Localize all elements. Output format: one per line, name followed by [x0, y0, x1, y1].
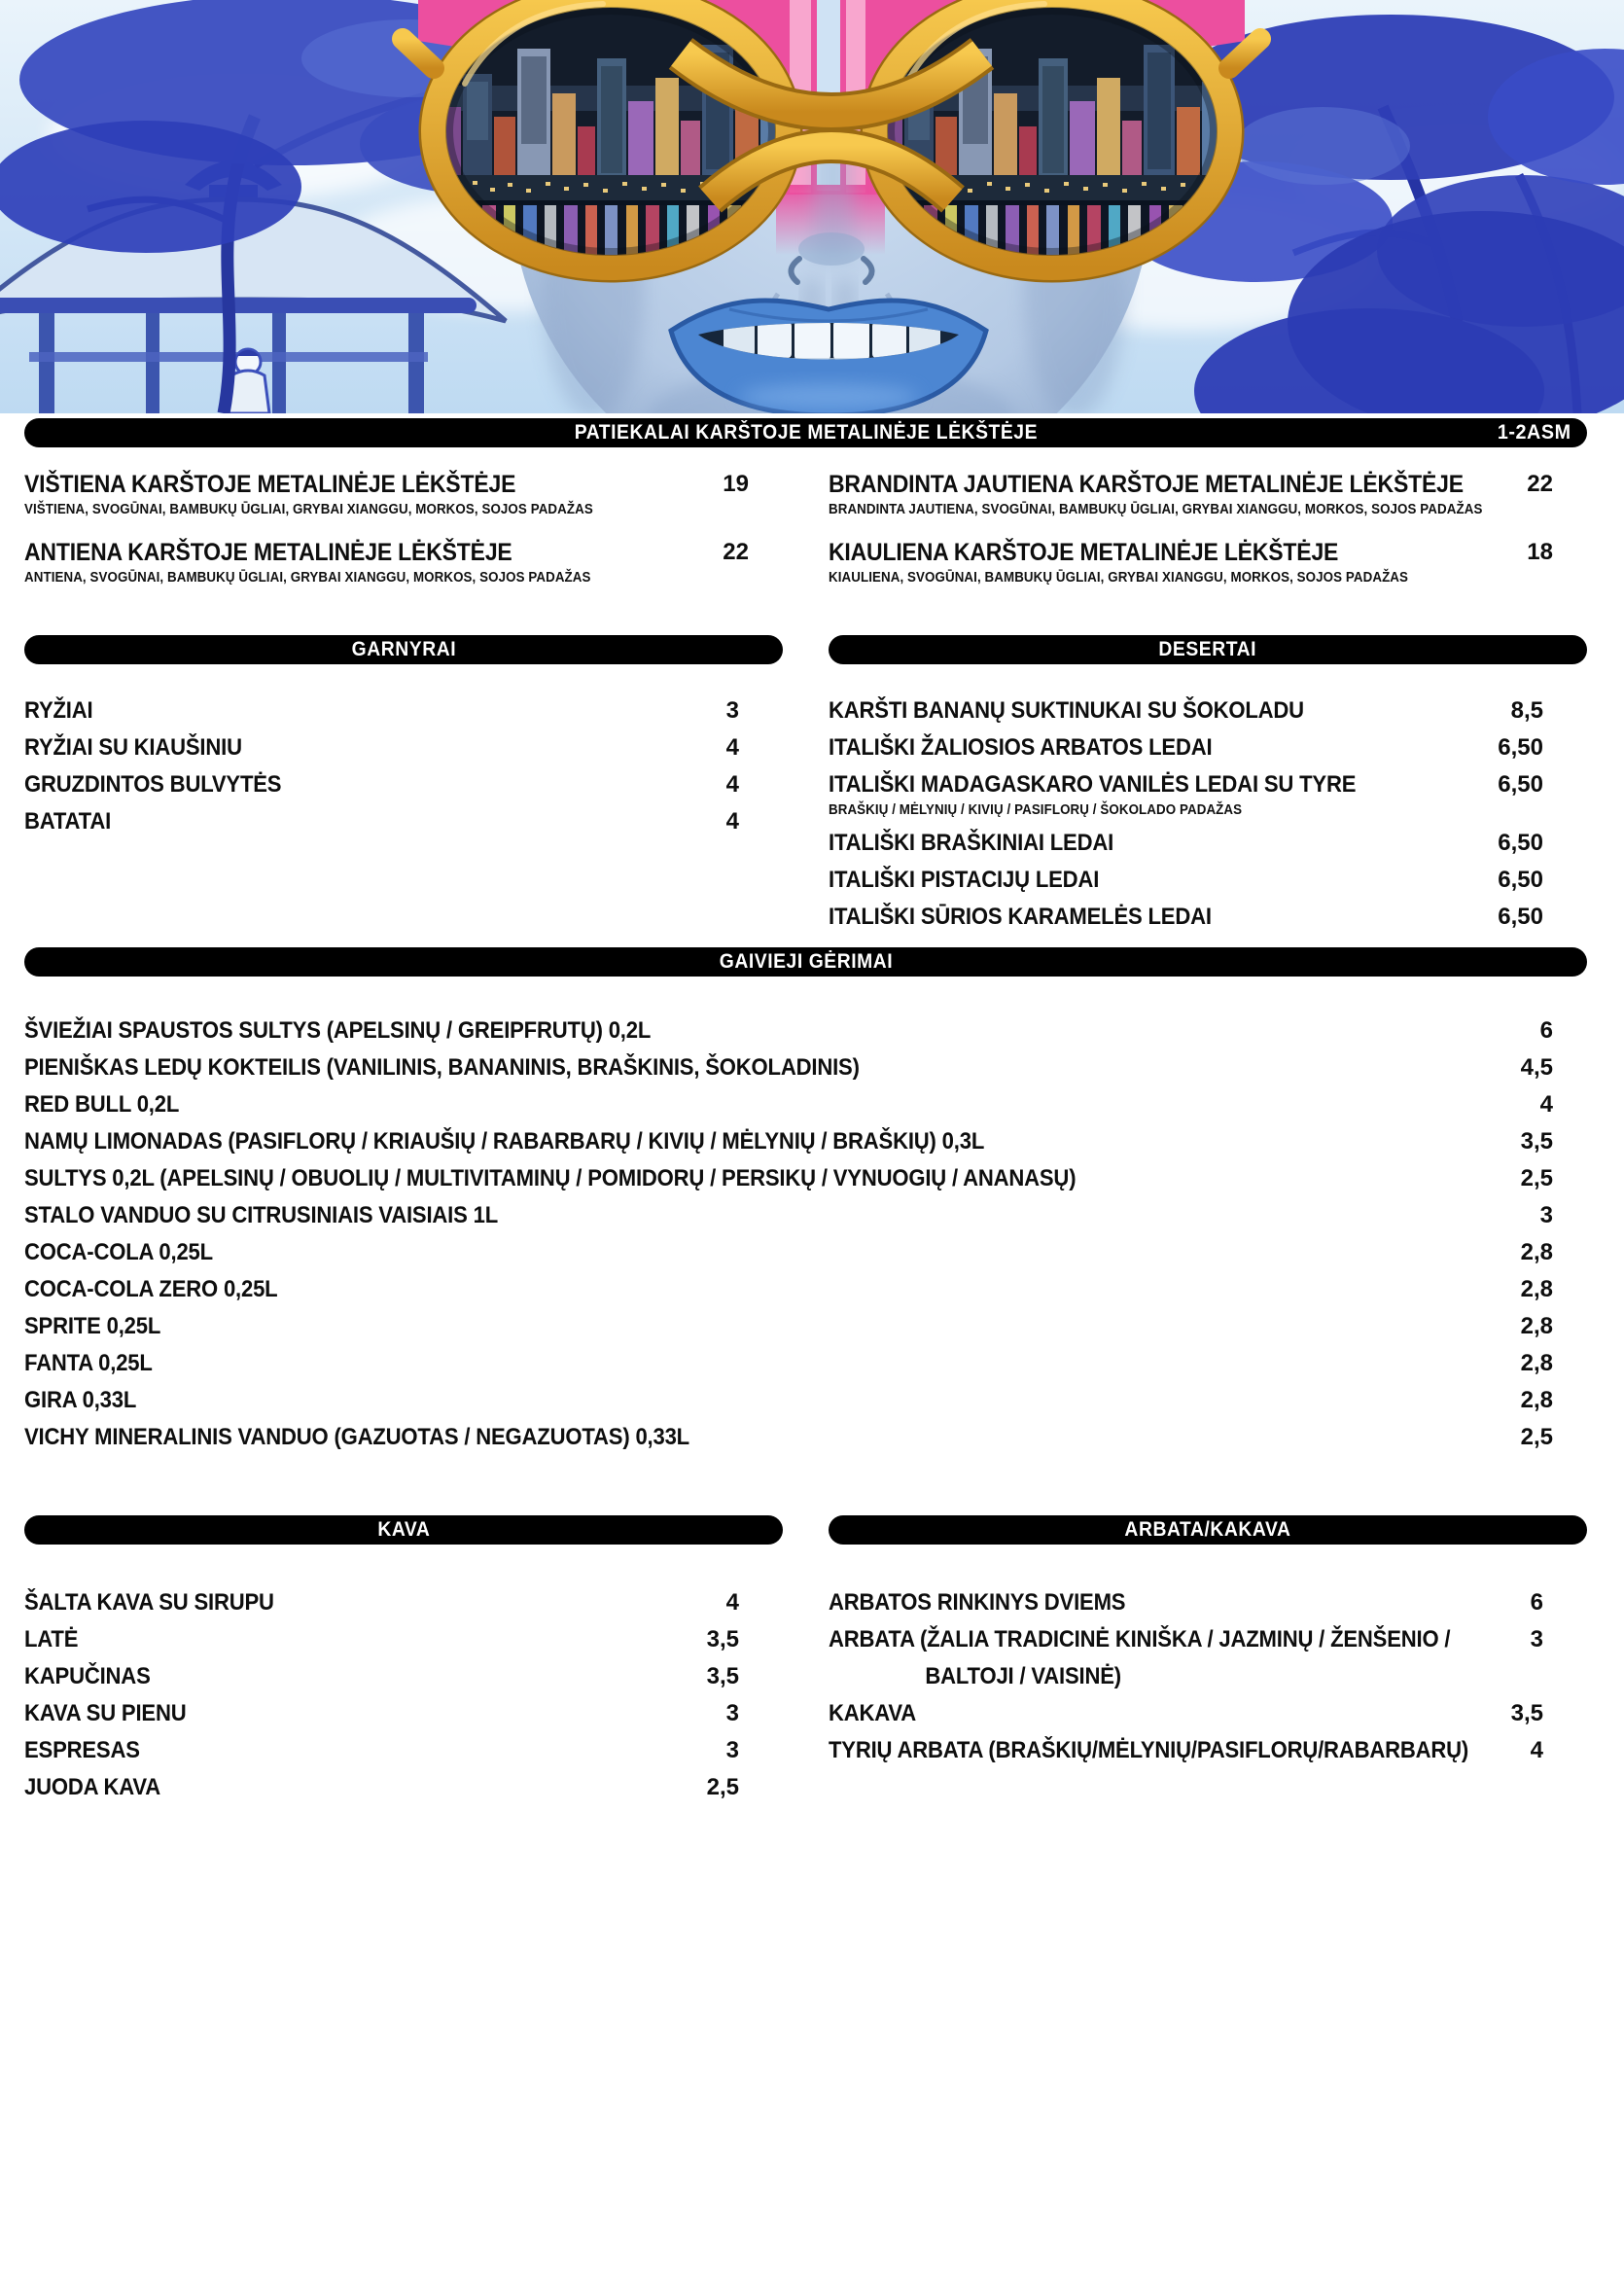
section-bar-hot-plates	[24, 418, 1587, 447]
menu-item-text	[829, 1702, 1491, 1725]
item-price: 2,8	[1520, 1313, 1553, 1339]
item-name: ITALIŠKI MADAGASKARO VANILĖS LEDAI SU TYRE	[829, 771, 1357, 798]
menu-item-text	[24, 1204, 1500, 1227]
item-description: ANTIENA, SVOGŪNAI, BAMBUKŲ ŪGLIAI, GRYBAI XIANGGU, MORKOS, SOJOS PADAŽAS	[24, 570, 591, 586]
item-price: 6	[1539, 1017, 1553, 1044]
item-price: 3	[725, 697, 739, 724]
item-name: BRANDINTA JAUTIENA KARŠTOJE METALINĖJE LĖKŠTĖJE	[829, 471, 1464, 498]
menu-item-text	[829, 1739, 1491, 1762]
menu-item-row	[24, 699, 783, 723]
section-garnyrai	[24, 635, 783, 847]
item-name: FANTA 0,25L	[24, 1350, 153, 1376]
item-description: KIAULIENA, SVOGŪNAI, BAMBUKŲ ŪGLIAI, GRYBAI XIANGGU, MORKOS, SOJOS PADAŽAS	[829, 570, 1409, 586]
menu-item-text	[24, 1628, 687, 1652]
item-name: PIENIŠKAS LEDŲ KOKTEILIS (VANILINIS, BANANINIS, BRAŠKINIS, ŠOKOLADINIS)	[24, 1054, 860, 1081]
menu-item-text	[24, 1056, 1500, 1080]
item-price: 22	[1527, 471, 1553, 497]
item-name: LATĖ	[24, 1626, 79, 1652]
item-name: RED BULL 0,2L	[24, 1091, 180, 1118]
serving-badge: 1-2ASM	[1498, 421, 1571, 444]
menu-item-text	[829, 736, 1491, 760]
menu-item-text	[24, 1776, 687, 1799]
item-price: 4	[725, 771, 739, 798]
section-garnyrai-desertai	[24, 635, 1587, 942]
menu-item-text	[829, 869, 1491, 892]
item-name-continued: BALTOJI / VAISINĖ)	[925, 1663, 1121, 1689]
kava-items	[24, 1591, 783, 1799]
section-title: GAIVIEJI GĖRIMAI	[719, 950, 893, 973]
menu-item-text	[24, 1019, 1500, 1043]
menu-item-text	[24, 473, 696, 517]
section-bar-gerimai	[24, 947, 1587, 977]
menu-item-text	[24, 1352, 1500, 1375]
menu-item-text	[24, 1389, 1500, 1412]
menu-item-row	[24, 473, 783, 517]
item-description: BRAŠKIŲ / MĖLYNIŲ / KIVIŲ / PASIFLORŲ / ŠOKOLADO PADAŽAS	[829, 802, 1243, 818]
menu-item-text	[24, 1426, 1500, 1449]
menu-item-row	[24, 773, 783, 797]
item-price: 4	[1530, 1737, 1543, 1763]
menu-item-text	[24, 541, 696, 586]
section-title: PATIEKALAI KARŠTOJE METALINĖJE LĖKŠTĖJE	[574, 421, 1038, 444]
menu-content	[0, 418, 1624, 1813]
section-bar-arbata	[829, 1515, 1587, 1545]
desertai-items	[829, 699, 1587, 929]
menu-item-text	[24, 1665, 687, 1688]
section-gerimai	[24, 947, 1587, 1449]
item-price: 6	[1530, 1589, 1543, 1616]
item-name: GIRA 0,33L	[24, 1387, 137, 1413]
menu-item-row	[24, 1776, 783, 1799]
menu-item-text	[24, 1278, 1500, 1301]
section-title: GARNYRAI	[351, 638, 456, 660]
item-price: 4	[1539, 1091, 1553, 1118]
section-hot-plates	[24, 418, 1587, 609]
item-price: 3,5	[1520, 1128, 1553, 1155]
menu-item-row	[829, 736, 1587, 760]
menu-item-text	[24, 1130, 1500, 1154]
item-name: KAKAVA	[829, 1700, 917, 1726]
item-name: TYRIŲ ARBATA (BRAŠKIŲ/MĖLYNIŲ/PASIFLORŲ/RABARBARŲ)	[829, 1737, 1469, 1763]
item-name: KAPUČINAS	[24, 1663, 151, 1689]
item-price: 2,5	[1520, 1165, 1553, 1191]
menu-column-left	[24, 473, 783, 609]
menu-item-row	[829, 1702, 1587, 1725]
menu-item-text	[829, 773, 1491, 818]
menu-item-text	[24, 1167, 1500, 1190]
menu-item-row	[24, 1093, 1587, 1117]
menu-item-row	[24, 1702, 783, 1725]
item-price: 2,8	[1520, 1350, 1553, 1376]
item-name: KAVA SU PIENU	[24, 1700, 187, 1726]
item-name: COCA-COLA 0,25L	[24, 1239, 213, 1265]
item-name: BATATAI	[24, 808, 112, 835]
menu-item-text	[829, 1628, 1491, 1688]
menu-item-text	[24, 1093, 1500, 1117]
menu-item-row	[24, 1056, 1587, 1080]
item-price: 19	[723, 471, 749, 497]
item-price: 2,8	[1520, 1239, 1553, 1265]
menu-item-row	[829, 1739, 1587, 1762]
menu-item-row	[829, 906, 1587, 929]
item-price: 2,8	[1520, 1387, 1553, 1413]
header-artwork	[0, 0, 1624, 413]
item-name: COCA-COLA ZERO 0,25L	[24, 1276, 278, 1302]
item-name: KARŠTI BANANŲ SUKTINUKAI SU ŠOKOLADU	[829, 697, 1304, 724]
menu-item-row	[829, 773, 1587, 818]
menu-item-text	[24, 736, 687, 760]
menu-item-row	[24, 1167, 1587, 1190]
item-name: STALO VANDUO SU CITRUSINIAIS VAISIAIS 1L	[24, 1202, 499, 1228]
section-desertai	[829, 635, 1587, 942]
menu-item-row	[829, 699, 1587, 723]
item-price: 4	[725, 1589, 739, 1616]
menu-item-row	[829, 1591, 1587, 1615]
gerimai-items	[24, 1019, 1587, 1449]
menu-item-text	[24, 773, 687, 797]
menu-item-row	[24, 1628, 783, 1652]
item-name: SPRITE 0,25L	[24, 1313, 161, 1339]
section-title: KAVA	[376, 1518, 431, 1541]
menu-item-text	[24, 699, 687, 723]
menu-item-row	[24, 1389, 1587, 1412]
menu-item-row	[829, 832, 1587, 855]
menu-item-text	[24, 1315, 1500, 1338]
item-name: ANTIENA KARŠTOJE METALINĖJE LĖKŠTĖJE	[24, 539, 512, 566]
menu-item-row	[829, 473, 1587, 517]
item-description: VIŠTIENA, SVOGŪNAI, BAMBUKŲ ŪGLIAI, GRYBAI XIANGGU, MORKOS, SOJOS PADAŽAS	[24, 502, 593, 517]
item-price: 3,5	[1510, 1700, 1543, 1726]
item-price: 6,50	[1498, 734, 1543, 761]
item-name: JUODA KAVA	[24, 1774, 161, 1800]
menu-item-row	[24, 1241, 1587, 1264]
menu-item-text	[24, 810, 687, 834]
item-name: GRUZDINTOS BULVYTĖS	[24, 771, 282, 798]
section-bar-desertai	[829, 635, 1587, 664]
menu-item-row	[24, 1019, 1587, 1043]
section-bar-kava	[24, 1515, 783, 1545]
item-price: 4	[725, 734, 739, 761]
item-name: RYŽIAI	[24, 697, 93, 724]
menu-item-row	[24, 1130, 1587, 1154]
menu-item-row	[24, 1739, 783, 1762]
item-name: KIAULIENA KARŠTOJE METALINĖJE LĖKŠTĖJE	[829, 539, 1339, 566]
item-price: 6,50	[1498, 867, 1543, 893]
menu-item-text	[24, 1591, 687, 1615]
section-kava	[24, 1515, 783, 1813]
item-description: BRANDINTA JAUTIENA, SVOGŪNAI, BAMBUKŲ ŪGLIAI, GRYBAI XIANGGU, MORKOS, SOJOS PADAŽAS	[829, 502, 1483, 517]
item-price: 6,50	[1498, 771, 1543, 798]
item-price: 18	[1527, 539, 1553, 565]
menu-item-text	[829, 473, 1500, 517]
item-name: ŠVIEŽIAI SPAUSTOS SULTYS (APELSINŲ / GREIPFRUTŲ) 0,2L	[24, 1017, 652, 1044]
item-name: ITALIŠKI BRAŠKINIAI LEDAI	[829, 830, 1114, 856]
section-title: DESERTAI	[1158, 638, 1257, 660]
item-price: 2,5	[706, 1774, 739, 1800]
item-price: 3	[725, 1700, 739, 1726]
menu-item-text	[24, 1702, 687, 1725]
item-price: 22	[723, 539, 749, 565]
section-kava-arbata	[24, 1515, 1587, 1813]
menu-column-right	[829, 473, 1587, 609]
item-name: SULTYS 0,2L (APELSINŲ / OBUOLIŲ / MULTIVITAMINŲ / POMIDORŲ / PERSIKŲ / VYNUOGIŲ / ANANASŲ)	[24, 1165, 1077, 1191]
menu-item-text	[829, 699, 1491, 723]
item-name: ITALIŠKI ŽALIOSIOS ARBATOS LEDAI	[829, 734, 1213, 761]
menu-item-row	[24, 1591, 783, 1615]
item-name: ESPRESAS	[24, 1737, 140, 1763]
item-name: VICHY MINERALINIS VANDUO (GAZUOTAS / NEGAZUOTAS) 0,33L	[24, 1424, 689, 1450]
item-price: 6,50	[1498, 904, 1543, 930]
arbata-items	[829, 1591, 1587, 1762]
menu-item-text	[829, 906, 1491, 929]
hot-plates-columns	[24, 473, 1587, 609]
menu-item-row	[829, 541, 1587, 586]
item-price: 4,5	[1520, 1054, 1553, 1081]
garnyrai-items	[24, 699, 783, 834]
menu-item-text	[829, 832, 1491, 855]
item-price: 3	[1530, 1626, 1543, 1652]
item-name: ŠALTA KAVA SU SIRUPU	[24, 1589, 274, 1616]
item-price: 4	[725, 808, 739, 835]
menu-item-row	[24, 1278, 1587, 1301]
section-bar-garnyrai	[24, 635, 783, 664]
item-name: RYŽIAI SU KIAUŠINIU	[24, 734, 242, 761]
menu-item-row	[24, 1426, 1587, 1449]
item-price: 6,50	[1498, 830, 1543, 856]
menu-item-row	[829, 1628, 1587, 1688]
item-price: 3	[1539, 1202, 1553, 1228]
menu-item-row	[24, 1204, 1587, 1227]
menu-item-row	[24, 1352, 1587, 1375]
item-price: 3,5	[706, 1663, 739, 1689]
menu-item-text	[829, 1591, 1491, 1615]
section-title: ARBATA/KAKAVA	[1124, 1518, 1291, 1541]
menu-item-row	[24, 1665, 783, 1688]
menu-item-row	[24, 541, 783, 586]
menu-item-row	[24, 1315, 1587, 1338]
item-name: ARBATOS RINKINYS DVIEMS	[829, 1589, 1126, 1616]
item-name: ITALIŠKI SŪRIOS KARAMELĖS LEDAI	[829, 904, 1212, 930]
item-name: ARBATA (ŽALIA TRADICINĖ KINIŠKA / JAZMINŲ / ŽENŠENIO /	[829, 1626, 1451, 1652]
menu-item-text	[24, 1739, 687, 1762]
item-name: VIŠTIENA KARŠTOJE METALINĖJE LĖKŠTĖJE	[24, 471, 516, 498]
item-price: 2,5	[1520, 1424, 1553, 1450]
item-price: 3,5	[706, 1626, 739, 1652]
menu-item-text	[829, 541, 1500, 586]
section-arbata	[829, 1515, 1587, 1776]
item-price: 2,8	[1520, 1276, 1553, 1302]
item-name: NAMŲ LIMONADAS (PASIFLORŲ / KRIAUŠIŲ / RABARBARŲ / KIVIŲ / MĖLYNIŲ / BRAŠKIŲ) 0,3L	[24, 1128, 985, 1155]
item-price: 8,5	[1510, 697, 1543, 724]
item-name: ITALIŠKI PISTACIJŲ LEDAI	[829, 867, 1100, 893]
menu-item-row	[24, 810, 783, 834]
menu-item-row	[24, 736, 783, 760]
menu-item-text	[24, 1241, 1500, 1264]
menu-item-row	[829, 869, 1587, 892]
item-price: 3	[725, 1737, 739, 1763]
